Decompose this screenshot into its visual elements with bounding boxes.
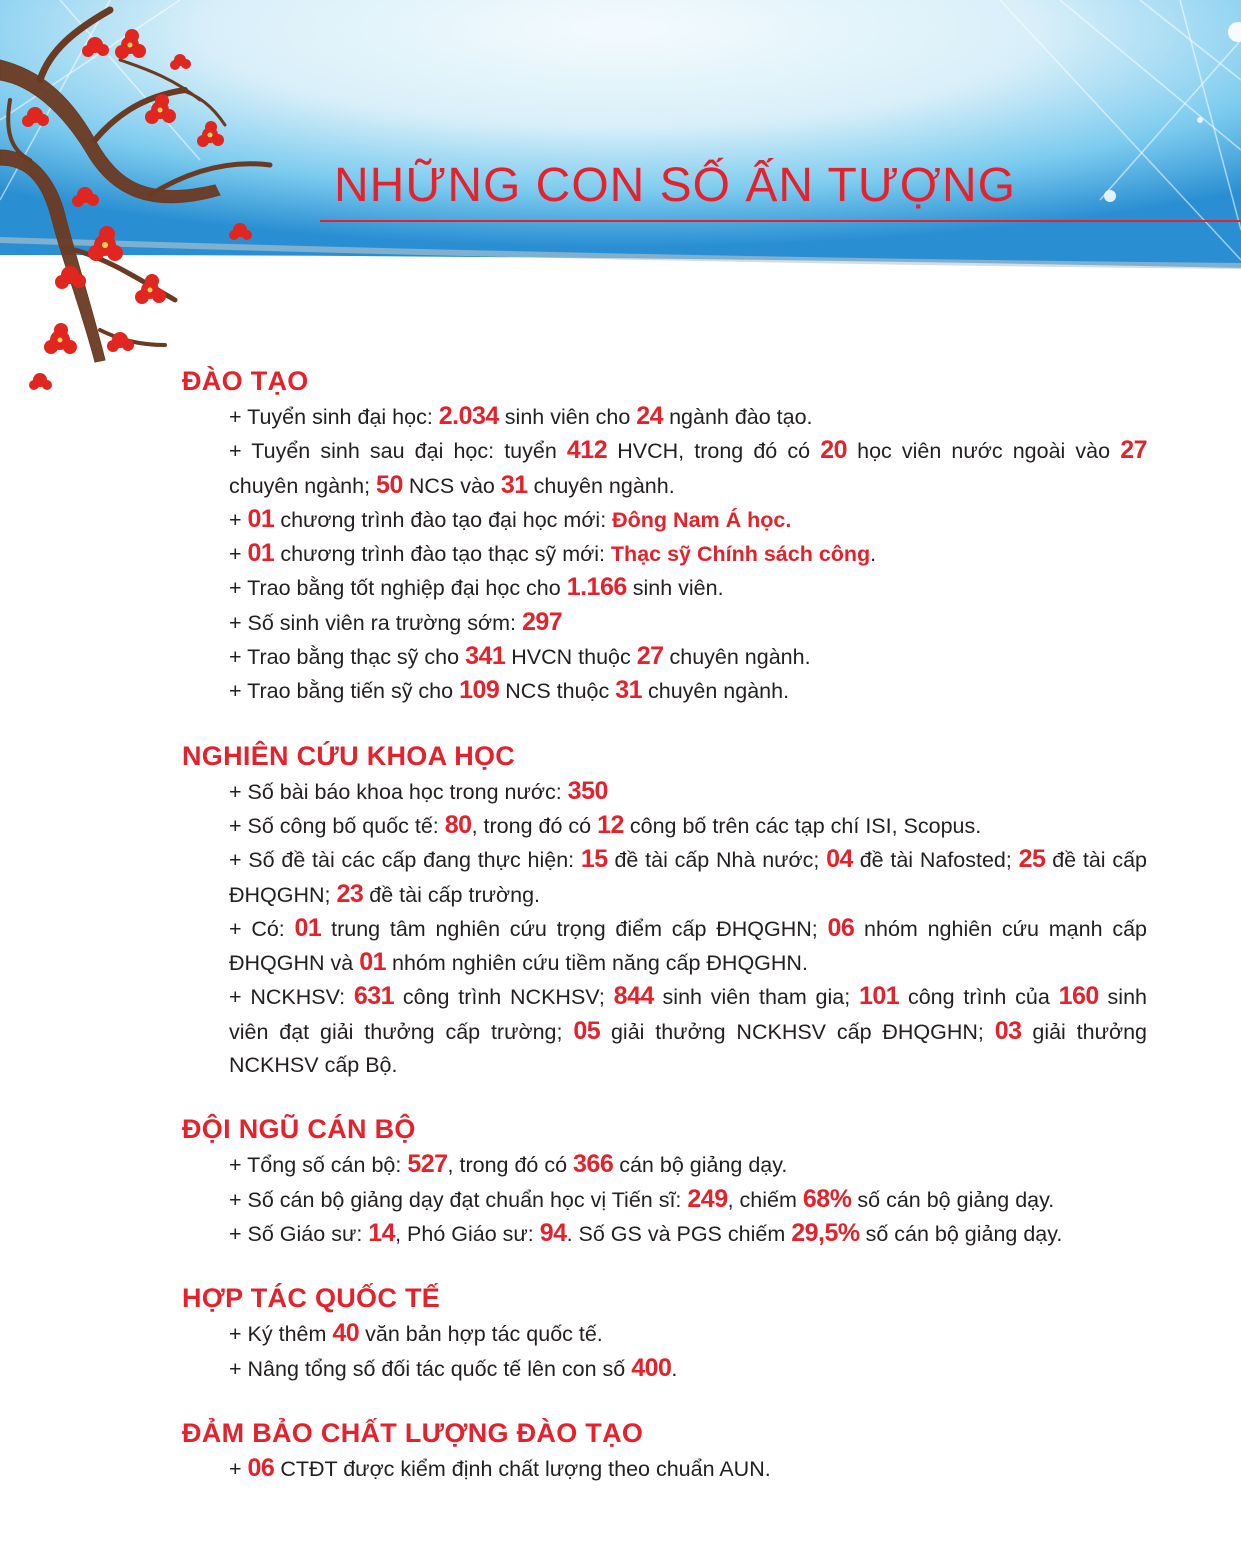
item-text: công trình của bbox=[899, 985, 1059, 1010]
item-text: + Số sinh viên ra trường sớm: bbox=[229, 610, 522, 635]
stat-number: 2.034 bbox=[438, 402, 499, 430]
item-text: + Số Giáo sư: bbox=[229, 1221, 369, 1246]
stat-number: 04 bbox=[826, 845, 853, 874]
list-item bbox=[229, 674, 1147, 708]
item-text: . bbox=[671, 1356, 678, 1381]
list-item bbox=[229, 843, 1147, 912]
stat-number: 12 bbox=[597, 810, 624, 839]
stat-number: 31 bbox=[615, 676, 643, 705]
item-text: , chiếm bbox=[727, 1187, 803, 1212]
stat-number: 94 bbox=[539, 1218, 567, 1247]
list-item bbox=[229, 1352, 1147, 1386]
list-item bbox=[229, 434, 1147, 503]
stat-number: 350 bbox=[567, 776, 608, 805]
stat-number: 366 bbox=[573, 1150, 614, 1179]
item-text: + Trao bằng thạc sỹ cho bbox=[229, 645, 466, 670]
item-text: chương trình đào tạo đại học mới: bbox=[274, 507, 613, 532]
stat-list bbox=[182, 1452, 1147, 1486]
item-text: học viên nước ngoài vào bbox=[847, 439, 1121, 464]
item-text: số cán bộ giảng dạy. bbox=[851, 1187, 1055, 1212]
stat-number: 68% bbox=[802, 1184, 852, 1213]
stat-number: 341 bbox=[465, 642, 506, 671]
section-heading: NGHIÊN CỨU KHOA HỌC bbox=[182, 740, 516, 771]
stat-number: 412 bbox=[566, 436, 608, 465]
item-text: chuyên ngành; bbox=[229, 473, 377, 498]
item-text: chuyên ngành. bbox=[527, 473, 675, 498]
stat-number: 05 bbox=[573, 1016, 601, 1045]
section-heading: ĐÀO TẠO bbox=[182, 366, 309, 396]
list-item bbox=[229, 1452, 1147, 1486]
item-text: + Tuyển sinh đại học: bbox=[229, 405, 439, 429]
list-item bbox=[229, 400, 1147, 434]
item-text: + bbox=[229, 542, 248, 567]
item-text: công trình NCKHSV; bbox=[394, 985, 614, 1010]
stat-number: 15 bbox=[580, 845, 608, 874]
stat-number: 06 bbox=[247, 1453, 275, 1482]
item-text: . Số GS và PGS chiếm bbox=[566, 1221, 792, 1246]
item-text: HVCH, trong đó có bbox=[607, 439, 821, 464]
item-text: giải thưởng NCKHSV cấp ĐHQGHN; bbox=[600, 1019, 995, 1044]
stat-number: 06 bbox=[827, 913, 855, 942]
item-text: công bố trên các tạp chí ISI, Scopus. bbox=[623, 813, 982, 838]
stat-number: 631 bbox=[353, 982, 395, 1011]
item-text: NCS vào bbox=[402, 473, 501, 498]
list-item bbox=[229, 503, 1147, 537]
section-heading: ĐẢM BẢO CHẤT LƯỢNG ĐÀO TẠO bbox=[182, 1417, 644, 1448]
stat-number: 527 bbox=[407, 1150, 448, 1179]
stat-number: 20 bbox=[820, 436, 847, 465]
list-item bbox=[229, 640, 1147, 674]
page-title: NHỮNG CON SỐ ẤN TƯỢNG bbox=[334, 159, 1016, 212]
stat-number: 844 bbox=[613, 982, 654, 1011]
list-item bbox=[229, 912, 1147, 981]
item-text: cán bộ giảng dạy. bbox=[613, 1153, 788, 1178]
item-text: CTĐT được kiểm định chất lượng theo chuẩn AUN. bbox=[274, 1456, 771, 1481]
item-text: + Nâng tổng số đối tác quốc tế lên con số bbox=[229, 1356, 632, 1381]
highlight-text: Đông Nam Á học. bbox=[612, 507, 792, 532]
item-text: đề tài cấp Nhà nước; bbox=[607, 848, 827, 873]
item-text: sinh viên đạt giải thưởng cấp trường; bbox=[229, 985, 1147, 1044]
stat-number: 400 bbox=[631, 1353, 672, 1382]
stat-list bbox=[182, 400, 1147, 709]
stat-number: 29,5% bbox=[791, 1218, 860, 1247]
list-item bbox=[229, 1217, 1147, 1251]
item-text: đề tài cấp trường. bbox=[363, 882, 541, 907]
item-text: văn bản hợp tác quốc tế. bbox=[359, 1322, 603, 1347]
item-text: chương trình đào tạo thạc sỹ mới: bbox=[274, 542, 611, 567]
item-text: NCS thuộc bbox=[499, 679, 616, 704]
stat-number: 27 bbox=[1120, 436, 1148, 465]
list-item bbox=[229, 809, 1147, 843]
list-item bbox=[229, 537, 1147, 571]
stat-number: 109 bbox=[459, 676, 500, 705]
stat-number: 297 bbox=[521, 607, 563, 636]
item-text: , trong đó có bbox=[471, 813, 598, 838]
item-text: . bbox=[870, 542, 877, 567]
list-item bbox=[229, 571, 1147, 605]
stats-content bbox=[182, 364, 1147, 1516]
item-text: số cán bộ giảng dạy. bbox=[859, 1221, 1063, 1246]
stat-list bbox=[182, 1148, 1147, 1251]
item-text: giải thưởng NCKHSV cấp Bộ. bbox=[229, 1019, 1147, 1078]
title-underline bbox=[320, 220, 1241, 222]
item-text: + NCKHSV: bbox=[229, 985, 354, 1010]
stat-number: 1.166 bbox=[566, 573, 627, 602]
list-item bbox=[229, 1183, 1147, 1217]
section bbox=[182, 1112, 1147, 1251]
stat-number: 01 bbox=[247, 504, 275, 533]
stat-number: 01 bbox=[359, 948, 387, 977]
stat-list bbox=[182, 775, 1147, 1083]
item-text: ngành đào tạo. bbox=[663, 405, 813, 429]
stat-number: 40 bbox=[332, 1319, 360, 1348]
stat-number: 160 bbox=[1058, 982, 1099, 1011]
item-text: + Trao bằng tiến sỹ cho bbox=[229, 679, 460, 704]
section bbox=[182, 1281, 1147, 1386]
stat-number: 23 bbox=[336, 879, 364, 908]
item-text: + Số cán bộ giảng dạy đạt chuẩn học vị Tiến sĩ: bbox=[229, 1187, 688, 1212]
stat-number: 01 bbox=[247, 539, 275, 568]
stat-number: 80 bbox=[444, 810, 472, 839]
section bbox=[182, 364, 1147, 709]
item-text: đề tài cấp ĐHQGHN; bbox=[229, 848, 1147, 907]
section-heading: HỢP TÁC QUỐC TẾ bbox=[182, 1283, 441, 1314]
plum-blossom-branch-icon bbox=[0, 0, 360, 400]
item-text: + Có: bbox=[229, 916, 295, 941]
item-text: , trong đó có bbox=[447, 1153, 574, 1178]
section bbox=[182, 1416, 1147, 1486]
item-text: sinh viên cho bbox=[498, 405, 637, 429]
stat-number: 14 bbox=[368, 1218, 396, 1247]
stat-number: 25 bbox=[1018, 845, 1046, 874]
item-text: đề tài Nafosted; bbox=[852, 848, 1019, 873]
list-item bbox=[229, 775, 1147, 809]
list-item bbox=[229, 980, 1147, 1082]
item-text: + Trao bằng tốt nghiệp đại học cho bbox=[229, 576, 567, 601]
stat-number: 31 bbox=[500, 470, 528, 499]
section-heading: ĐỘI NGŨ CÁN BỘ bbox=[182, 1114, 416, 1145]
item-text: , Phó Giáo sư: bbox=[395, 1221, 540, 1246]
item-text: HVCN thuộc bbox=[505, 645, 637, 670]
item-text: chuyên ngành. bbox=[663, 645, 811, 670]
stat-number: 01 bbox=[294, 913, 322, 942]
item-text: sinh viên. bbox=[626, 576, 724, 601]
stat-number: 50 bbox=[376, 470, 403, 499]
item-text: + Tuyển sinh sau đại học: tuyển bbox=[229, 439, 567, 464]
stat-list bbox=[182, 1317, 1147, 1386]
stat-number: 24 bbox=[636, 402, 664, 430]
stat-number: 27 bbox=[636, 642, 664, 671]
item-text: + Số công bố quốc tế: bbox=[229, 813, 445, 838]
item-text: sinh viên tham gia; bbox=[653, 985, 859, 1010]
list-item bbox=[229, 1148, 1147, 1182]
item-text: nhóm nghiên cứu tiềm năng cấp ĐHQGHN. bbox=[386, 951, 808, 976]
item-text: nhóm nghiên cứu mạnh cấp ĐHQGHN và bbox=[229, 916, 1147, 976]
item-text: + Số bài báo khoa học trong nước: bbox=[229, 779, 568, 804]
item-text: + bbox=[229, 1456, 248, 1481]
item-text: chuyên ngành. bbox=[642, 679, 790, 704]
item-text: trung tâm nghiên cứu trọng điểm cấp ĐHQGHN; bbox=[321, 916, 828, 941]
section bbox=[182, 739, 1147, 1083]
stat-number: 03 bbox=[994, 1016, 1022, 1045]
stat-number: 101 bbox=[858, 982, 900, 1011]
item-text: + Tổng số cán bộ: bbox=[229, 1153, 408, 1178]
item-text: + Ký thêm bbox=[229, 1322, 333, 1347]
stat-number: 249 bbox=[687, 1184, 728, 1213]
highlight-text: Thạc sỹ Chính sách công bbox=[610, 542, 871, 567]
list-item bbox=[229, 1317, 1147, 1351]
item-text: + bbox=[229, 507, 248, 532]
item-text: + Số đề tài các cấp đang thực hiện: bbox=[229, 848, 581, 873]
list-item bbox=[229, 606, 1147, 640]
